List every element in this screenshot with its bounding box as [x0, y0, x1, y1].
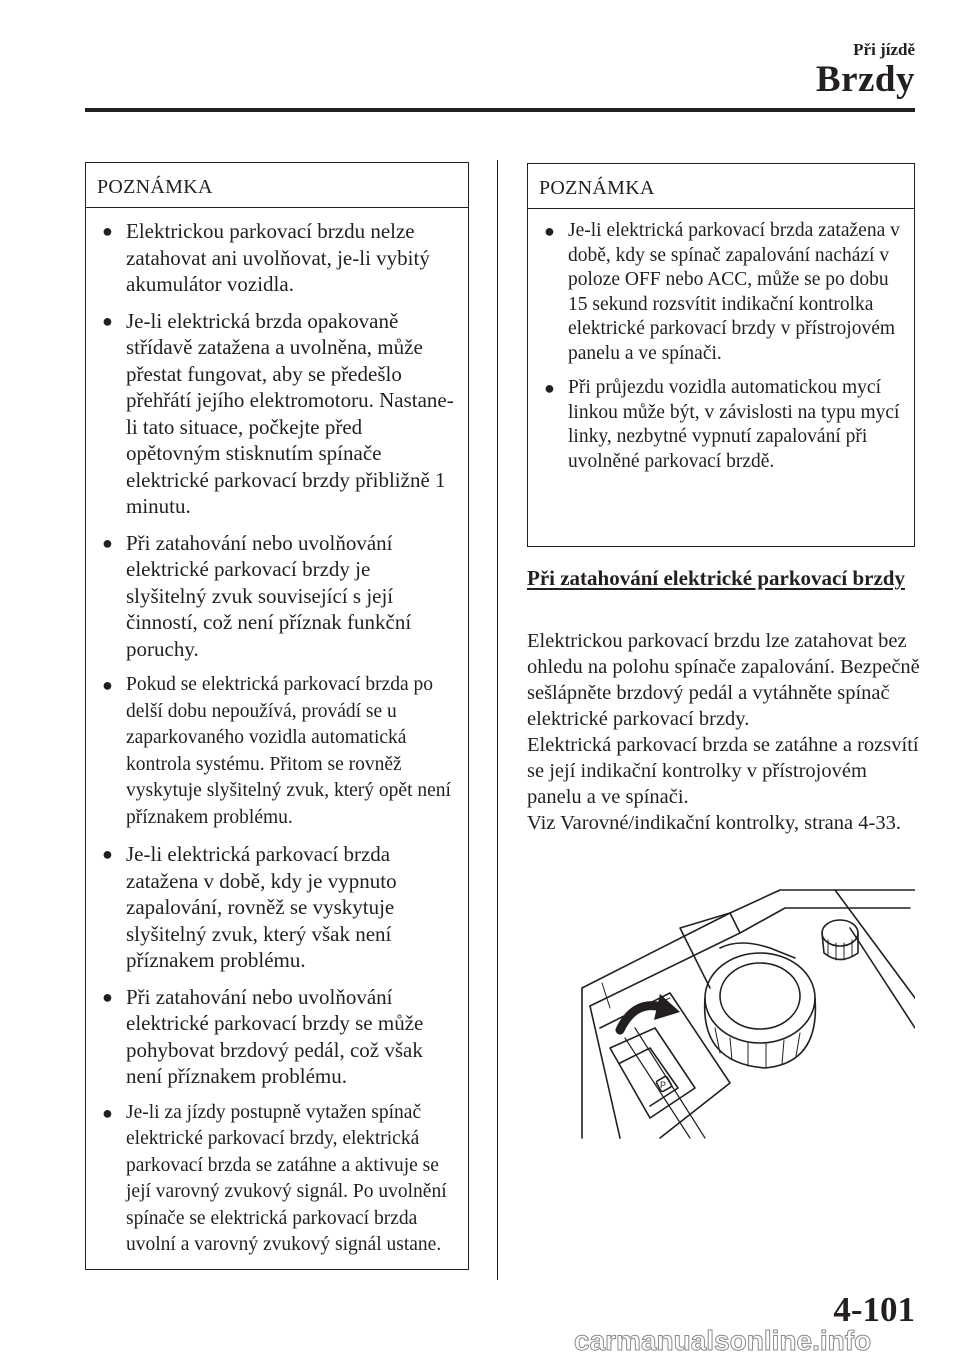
note-heading: POZNÁMKA	[528, 164, 914, 209]
bullet-icon: ●	[102, 844, 113, 864]
section-paragraph: Elektrickou parkovací brzdu lze zatahovat bez ohledu na polohu spínače zapalování. Bezpečně sešlápněte brzdový pedál a vytáhněte spínač elektrické parkovací brzdy.	[527, 630, 920, 730]
parking-brake-switch-illustration	[580, 888, 915, 1143]
section-paragraph: Viz Varovné/indikační kontrolky, strana 4-33.	[527, 812, 901, 834]
section-paragraph: Elektrická parkovací brzda se zatáhne a rozsvítí se její indikační kontrolky v přístrojovém panelu a ve spínači.	[527, 734, 919, 808]
bullet-icon: ●	[102, 1102, 113, 1123]
bullet-icon: ●	[102, 310, 113, 331]
note-box-left	[85, 162, 469, 1270]
bullet-icon: ●	[102, 675, 113, 695]
column-divider	[497, 160, 498, 1280]
header-rule	[85, 108, 915, 112]
page-title: Brzdy	[815, 59, 915, 100]
watermark-text: carmanualsonline.info	[574, 1325, 872, 1356]
note-heading: POZNÁMKA	[86, 163, 468, 208]
note-item: ● Je-li elektrická parkovací brzda zatažena v době, kdy je vypnuto zapalování, rovněž se vyskytuje slyšitelný zvuk, který však není příznakem problému.	[102, 842, 397, 972]
note-list	[528, 209, 914, 474]
note-item: ● Je-li elektrická parkovací brzda zatažena v době, kdy se spínač zapalování nachází v poloze OFF nebo ACC, může se po dobu 15 sekund rozsvítit indikační kontrolka elektrické parkovací brzdy v přístrojovém panelu a ve spínači.	[544, 220, 900, 364]
note-item: ● Je-li elektrická brzda opakovaně střídavě zatažena a uvolněna, může přestat fungovat, aby se předešlo přehřátí jejího elektromotoru. Nastane-li tato situace, počkejte před opětovným stisknutím spínače elektrické parkovací brzdy přibližně 1 minutu.	[102, 308, 454, 518]
section-heading: Při zatahování elektrické parkovací brzdy	[527, 566, 905, 590]
note-item: ● Při průjezdu vozidla automatickou mycí linkou může být, v závislosti na typu mycí linky, nezbytné vypnutí zapalování při uvolněné parkovací brzdě.	[544, 377, 900, 472]
note-item: ● Při zatahování nebo uvolňování elektrické parkovací brzdy se může pohybovat brzdový pedál, což však není příznakem problému.	[102, 984, 424, 1088]
note-item: ● Je-li za jízdy postupně vytažen spínač elektrické parkovací brzdy, elektrická parkovací brzda se zatáhne a aktivuje se její varovný zvukový signál. Po uvolnění spínače se elektrická parkovací brzda uvolní a varovný zvukový signál ustane.	[102, 1101, 447, 1255]
note-item: ● Pokud se elektrická parkovací brzda po delší dobu nepoužívá, provádí se u zaparkovaného vozidla automatická kontrola systému. Přitom se rovněž vyskytuje slyšitelný zvuk, který opět není příznakem problému.	[102, 674, 451, 828]
section-body	[527, 628, 922, 836]
note-item: ● Elektrickou parkovací brzdu nelze zatahovat ani uvolňovat, je-li vybitý akumulátor vozidla.	[102, 219, 430, 296]
header-subtitle: Při jízdě	[853, 40, 915, 59]
watermark-logo	[574, 1324, 915, 1358]
switch-symbol: P	[660, 1080, 667, 1090]
bullet-icon: ●	[102, 221, 113, 241]
bullet-icon: ●	[544, 378, 555, 398]
bullet-icon: ●	[102, 532, 113, 553]
bullet-icon: ●	[544, 221, 555, 241]
note-list	[86, 208, 468, 1259]
note-box-right	[527, 163, 915, 547]
page-number: 4-101	[833, 1290, 915, 1329]
bullet-icon: ●	[102, 986, 113, 1007]
note-item: ● Při zatahování nebo uvolňování elektrické parkovací brzdy je slyšitelný zvuk související s její činností, což není příznak funkční poruchy.	[102, 530, 412, 661]
